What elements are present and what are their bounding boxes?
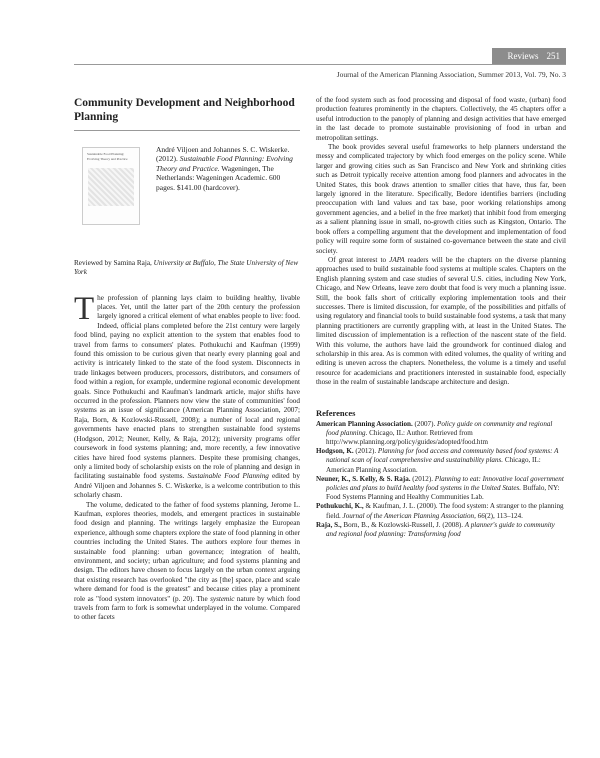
references-heading: References <box>316 407 356 418</box>
section-label: Reviews <box>507 51 539 61</box>
reference-author: Raja, S., <box>316 520 342 529</box>
paragraph <box>316 256 566 388</box>
reference-text: (2007). <box>412 419 437 428</box>
reference-text: Chicago, IL: American Planning Association. <box>326 456 541 474</box>
citation-book-title: Sustainable Food Planning: Evolving Theory and Practice <box>156 154 293 173</box>
book-citation <box>156 145 300 192</box>
paragraph-text: readers will be the chapters on the diverse planning approaches used to build sustainable food systems at multiple scales. Chapters on the English planning system and case studies of several U.S. cities, including New York, Chicago, and New Orleans, leave zero doubt that food is very much a planning issue. Still, the book falls short of critically exploring implementation tools and their successes. There is limited discussion, for example, of the possibilities and pitfalls of using regulatory and financial tools to build sustainable food systems, a task that many planning practitioners are currently grappling with, at least in the United States. The limited discussion of implementation is a reflection of the nascent state of the field. With this volume, the authors have laid the groundwork for continued dialog and scholarship in this area. As is common with edited volumes, the quality of writing and editing is uneven across the chapters. Nonetheless, the volume is a timely and useful resource for academicians and practitioners interested in sustainable food, especially those in the realm of sustainable landscape architecture and design. <box>316 255 566 387</box>
reference-text: (2012). <box>353 447 378 456</box>
paragraph <box>74 501 300 623</box>
cover-title: Sustainable Food Planning: Evolving Theory and Practice <box>87 152 128 161</box>
reference-title: Journal of the American Planning Association, 66 <box>342 511 485 520</box>
reviewer-line <box>74 259 300 278</box>
section-tab <box>492 48 566 64</box>
drop-cap: T <box>74 290 95 327</box>
journal-abbrev: JAPA <box>389 255 405 264</box>
paragraph-text: he profession of planning lays claim to building healthy, livable places. Yet, until the latter part of the 20th century the profession largely ignored a critical element of what enables people to live: food. Indeed, official plans completed before the 21st century were largely food blind, paying no explicit attention to the system that enables food to travel from farms to consumers' plates. Pothukuchi and Kaufman (1999) found this omission to be curious given that nearly every planning goal and activity is intricately linked to the state of the food system. Disconnects in trade linkages between producers, processors, distributors, and consumers of food within a region, for example, undermine regional economic development goals. Since Pothukuchi and Kaufman's landmark article, major shifts have occurred in the profession. Planners now view the state of communities' food systems as an issue of significance (American Planning Association, 2007; Raja, Born, & Kozlowski-Russell, 2008); a number of local and regional governments have enacted plans to strengthen sustainable food systems (Hodgson, 2012; Neuner, Kelly, & Raja, 2012); university programs offer coursework in food systems planning; and, more recently, a few innovative cities have hired food systems planners. Despite these promising changes, only a limited body of scholarship exists on the role of planning and design in facilitating sustainable food systems. <box>74 293 300 481</box>
reference-item <box>316 475 566 503</box>
reference-text: & Kaufman, J. L. (2000). The food system: A stranger to the planning field. <box>326 502 564 520</box>
paragraph-text: edited by André Viljoen and Johannes S. C. Wiskerke, is a welcome contribution to this scholarly chasm. <box>74 472 300 500</box>
reference-item <box>316 447 566 475</box>
reviewer-affiliation: University at Buffalo, The State University of New York <box>74 259 299 277</box>
article-title: Community Development and Neighborhood Planning <box>74 97 295 123</box>
references-section <box>316 408 566 540</box>
book-info <box>74 141 300 237</box>
right-column <box>316 96 566 539</box>
paragraph-text: nature by which food travels from farm to fork is somewhat underplayed in the volume. Compared to other facets <box>74 594 300 622</box>
reference-author: Neuner, K., S. Kelly, & S. Raja. <box>316 474 411 483</box>
paragraph: of the food system such as food processing and disposal of food waste, (urban) food production features prominently in the chapters. Collectively, the 45 chapters offer a useful introduction to the panoply of planning and design activities that have emerged in the last decade to promote sustainable provisioning of food in urban and metropolitan settings. <box>316 96 566 142</box>
reference-text: Chicago, IL: Author. Retrieved from http://www.planning.org/policy/guides/adopted/food.htm <box>326 428 488 446</box>
reference-text: (2), 113–124. <box>484 511 523 520</box>
book-cover-image <box>82 147 140 225</box>
citation-publisher: . Wageningen, The Netherlands: Wageningen Academic. 600 pages. $141.00 (hardcover). <box>156 163 281 192</box>
cover-art <box>88 168 134 206</box>
reference-text: Born, B., & Kozlowski-Russell, J. (2008). <box>341 520 465 529</box>
reference-text: Buffalo, NY: Food Systems Planning and Healthy Communities Lab. <box>326 484 560 502</box>
reference-title: Policy guide on community and regional food planning. <box>326 419 553 437</box>
reference-author: American Planning Association. <box>316 419 413 428</box>
title-rule <box>74 130 300 131</box>
paragraph-text: The volume, dedicated to the father of food systems planning, Jerome L. Kaufman, explores theories, models, and emergent practices in sustainable food design and planning. The writings largely emphasize the European experience, although some chapters explore the state of food planning in other countries including the United States. The authors explore four themes in sustainable food planning: urban governance; integration of health, environment, and society; urban agriculture; and food systems planning and design. The editors have chosen to focus largely on the urban context arguing that existing research has overlooked "the city as [the] space, place and scale where demand for food is the greatest" and because cities play a prominent role as "food system innovators" (p. 20). The <box>74 500 300 603</box>
paragraph-text: Of great interest to <box>328 255 390 264</box>
paragraph-italic: Sustainable Food Planning <box>187 472 269 481</box>
reference-title: A planner's guide to community and regional food planning: Transforming food <box>326 520 555 539</box>
left-column <box>74 96 300 623</box>
reference-text: (2012). <box>410 474 435 483</box>
citation-authors: André Viljoen and Johannes S. C. Wiskerke. (2012). <box>156 145 290 164</box>
reference-author: Pothukuchi, K., <box>316 502 364 511</box>
reference-item <box>316 502 566 520</box>
header-rule <box>74 64 566 65</box>
reference-author: Hodgson, K. <box>316 447 354 456</box>
reference-item <box>316 521 566 539</box>
reference-title: Planning to eat: Innovative local government policies and plans to build healthy food systems in the United States. <box>326 474 564 493</box>
journal-line: Journal of the American Planning Association, Summer 2013, Vol. 79, No. 3 <box>336 70 566 79</box>
paragraph-italic: systemic <box>210 594 235 603</box>
reference-item <box>316 420 566 448</box>
reference-title: Planning for food access and community based food systems: A national scan of local comprehensive and sustainability plans. <box>326 447 559 465</box>
page-number: 251 <box>546 51 560 61</box>
paragraph <box>74 290 300 501</box>
reviewer-name: Reviewed by Samina Raja, <box>74 259 154 267</box>
paragraph: The book provides several useful frameworks to help planners understand the messy and complicated trajectory by which food emerges on the policy scene. While larger and growing cities such as San Francisco and New York and shrinking cities such as Detroit typically receive attention among food planners and advocates in the United States, this book draws attention to smaller cities that have, thus far, been largely ignored in the literature. Specifically, Bedore identifies barriers (including preoccupation with land values and tax base, poor working relationships among government agencies, and a belief in the free market) that inhibit food from emerging as a salient planning issue in small, no-growth cities such as Kingston, Ontario. The book offers a compelling argument that the development and implementation of food policy will require some form of sustained co-governance between the state and civil society. <box>316 143 566 255</box>
article-body-start <box>74 290 300 623</box>
